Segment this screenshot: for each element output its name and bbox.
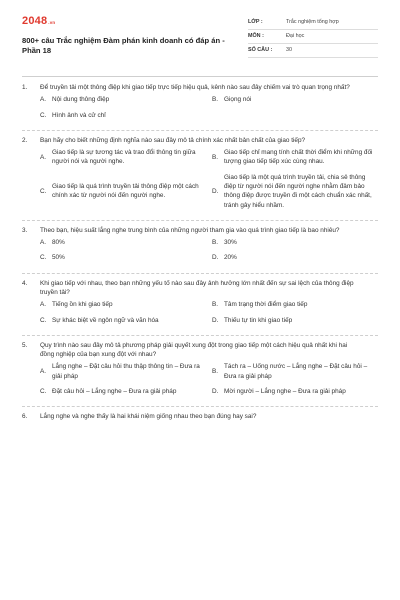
site-logo[interactable]: [22, 14, 237, 30]
option-text: 80%: [52, 239, 65, 247]
option-d[interactable]: [212, 384, 378, 399]
option-letter: B.: [212, 367, 219, 375]
question-5: [22, 336, 378, 407]
option-text: Tiếng ồn khi giao tiếp: [52, 301, 113, 309]
meta-value: Đại học: [286, 32, 305, 39]
option-letter: B.: [212, 301, 219, 309]
option-list: [22, 235, 378, 266]
meta-table: [248, 16, 378, 74]
question-text: Theo bạn, hiệu suất lắng nghe trung bình của những người tham gia vào quá trình giao tiếp là bao nhiêu?: [40, 226, 340, 234]
question-text: Để truyền tải một thông điệp khi giao tiếp trực tiếp hiệu quả, kênh nào sau đây chiếm vai trò quan trọng nhất?: [40, 84, 350, 91]
option-a[interactable]: [40, 297, 206, 312]
option-text: Giao tiếp là quá trình truyền tải thông điệp một cách chính xác từ người nói đến người nghe.: [52, 182, 199, 200]
option-letter: B.: [212, 153, 219, 161]
option-c[interactable]: [40, 170, 206, 213]
meta-row-count: [248, 44, 378, 58]
option-letter: A.: [40, 301, 47, 309]
option-text: 30%: [224, 239, 237, 247]
meta-value: Trắc nghiệm tổng hợp: [286, 18, 339, 25]
question-list: [22, 78, 378, 428]
option-letter: C.: [40, 254, 47, 262]
question-stem: [22, 341, 378, 360]
option-text: 50%: [52, 254, 65, 262]
option-letter: C.: [40, 316, 47, 324]
option-c[interactable]: [40, 108, 206, 123]
option-b[interactable]: [212, 92, 378, 107]
option-text: Giao tiếp là một quá trình truyền tải, chia sẻ thông điệp từ người nói đến người nghe nhằm đảm bảo thông điệp được truyền đi một cách chuẩn xác nhất, tránh gây hiểu nhầm.: [224, 173, 372, 209]
question-text: Bạn hãy cho biết những định nghĩa nào sau đây mô tả chính xác nhất bản chất của giao tiếp?: [40, 136, 306, 144]
option-text: Tâm trạng thời điểm giao tiếp: [224, 301, 308, 309]
question-number: 1.: [22, 84, 28, 91]
option-text: Lắng nghe – Đặt câu hỏi thu thập thông tin – Đưa ra giải pháp: [52, 363, 200, 380]
option-letter: A.: [40, 239, 47, 247]
question-4: [22, 274, 378, 336]
option-text: Hình ảnh và cử chỉ: [52, 111, 106, 119]
option-list: [22, 92, 378, 123]
option-letter: D.: [212, 316, 219, 324]
option-letter: D.: [212, 387, 219, 395]
option-text: Nội dung thông điệp: [52, 96, 110, 104]
question-stem: [22, 83, 378, 92]
option-d[interactable]: [212, 170, 378, 213]
meta-key: MÔN :: [248, 32, 264, 39]
option-c[interactable]: [40, 313, 206, 328]
option-letter: A.: [40, 153, 47, 161]
option-c[interactable]: [40, 250, 206, 265]
option-a[interactable]: [40, 145, 206, 170]
option-text: Giao tiếp chỉ mang tính chất thời điểm khi những đối tượng giao tiếp tiếp xúc cùng nhau.: [224, 149, 373, 166]
question-number: 2.: [22, 136, 28, 144]
option-list: [22, 145, 378, 213]
logo-domain: .vn: [48, 20, 56, 25]
header-divider: [22, 76, 378, 77]
question-text: Lắng nghe và nghe thấy là hai khái niệm giống nhau theo bạn đúng hay sai?: [40, 413, 257, 421]
option-letter: C.: [40, 387, 47, 395]
page-header: [22, 14, 378, 74]
option-a[interactable]: [40, 359, 206, 384]
question-text: Quy trình nào sau đây mô tả phương pháp giải quyết xung đột trong giao tiếp một cách hiệu quả nhất khi hai đồng nghiệp của bạn xung đột với nhau?: [40, 341, 348, 359]
option-a[interactable]: [40, 92, 206, 107]
option-letter: D.: [212, 254, 219, 262]
question-stem: [22, 412, 378, 421]
option-letter: C.: [40, 111, 47, 119]
logo-text: 2048: [22, 15, 48, 27]
question-stem: [22, 136, 378, 145]
option-text: Giọng nói: [224, 96, 252, 104]
document-title: 800+ câu Trắc nghiệm Đàm phán kinh doanh có đáp án - Phần 18: [22, 35, 225, 56]
option-letter: C.: [40, 187, 47, 195]
header-left: [22, 14, 237, 74]
option-letter: B.: [212, 239, 219, 247]
question-3: [22, 221, 378, 274]
option-list: [22, 297, 378, 328]
option-list: [22, 359, 378, 399]
meta-row-class: [248, 16, 378, 30]
question-text: Khi giao tiếp với nhau, theo bạn những yếu tố nào sau đây ảnh hưởng lớn nhất đến sự sai lệch của thông điệp truyền tải?: [40, 279, 354, 296]
question-stem: [22, 226, 378, 235]
option-c[interactable]: [40, 384, 206, 399]
option-text: Giao tiếp là sự tương tác và trao đổi thông tin giữa người nói và người nghe.: [52, 149, 196, 166]
option-text: Sự khác biệt về ngôn ngữ và văn hóa: [52, 316, 159, 324]
option-letter: A.: [40, 96, 47, 104]
option-b[interactable]: [212, 145, 378, 170]
option-letter: A.: [40, 367, 47, 375]
option-text: 20%: [224, 254, 237, 262]
option-b[interactable]: [212, 297, 378, 312]
option-d[interactable]: [212, 313, 378, 328]
option-letter: B.: [212, 96, 219, 104]
option-text: Mời người – Lắng nghe – Đưa ra giải pháp: [224, 387, 346, 395]
question-number: 5.: [22, 341, 28, 349]
option-b[interactable]: [212, 235, 378, 250]
meta-key: SỐ CÂU :: [248, 46, 273, 53]
option-a[interactable]: [40, 235, 206, 250]
option-letter: D.: [212, 187, 219, 195]
meta-key: LỚP :: [248, 18, 263, 25]
question-number: 6.: [22, 413, 28, 421]
question-stem: [22, 279, 378, 298]
option-d[interactable]: [212, 250, 378, 265]
option-text: Tách ra – Uống nước – Lắng nghe – Đặt câu hỏi – Đưa ra giải pháp: [224, 363, 368, 380]
option-text: Đặt câu hỏi – Lắng nghe – Đưa ra giải pháp: [52, 387, 177, 395]
option-text: Thiếu tự tin khi giao tiếp: [224, 316, 293, 324]
question-1: [22, 78, 378, 131]
question-number: 3.: [22, 226, 28, 234]
option-b[interactable]: [212, 359, 378, 384]
meta-value: 30: [286, 46, 292, 53]
meta-row-subject: [248, 30, 378, 44]
question-2: [22, 131, 378, 221]
question-number: 4.: [22, 279, 28, 287]
question-6: [22, 407, 378, 428]
